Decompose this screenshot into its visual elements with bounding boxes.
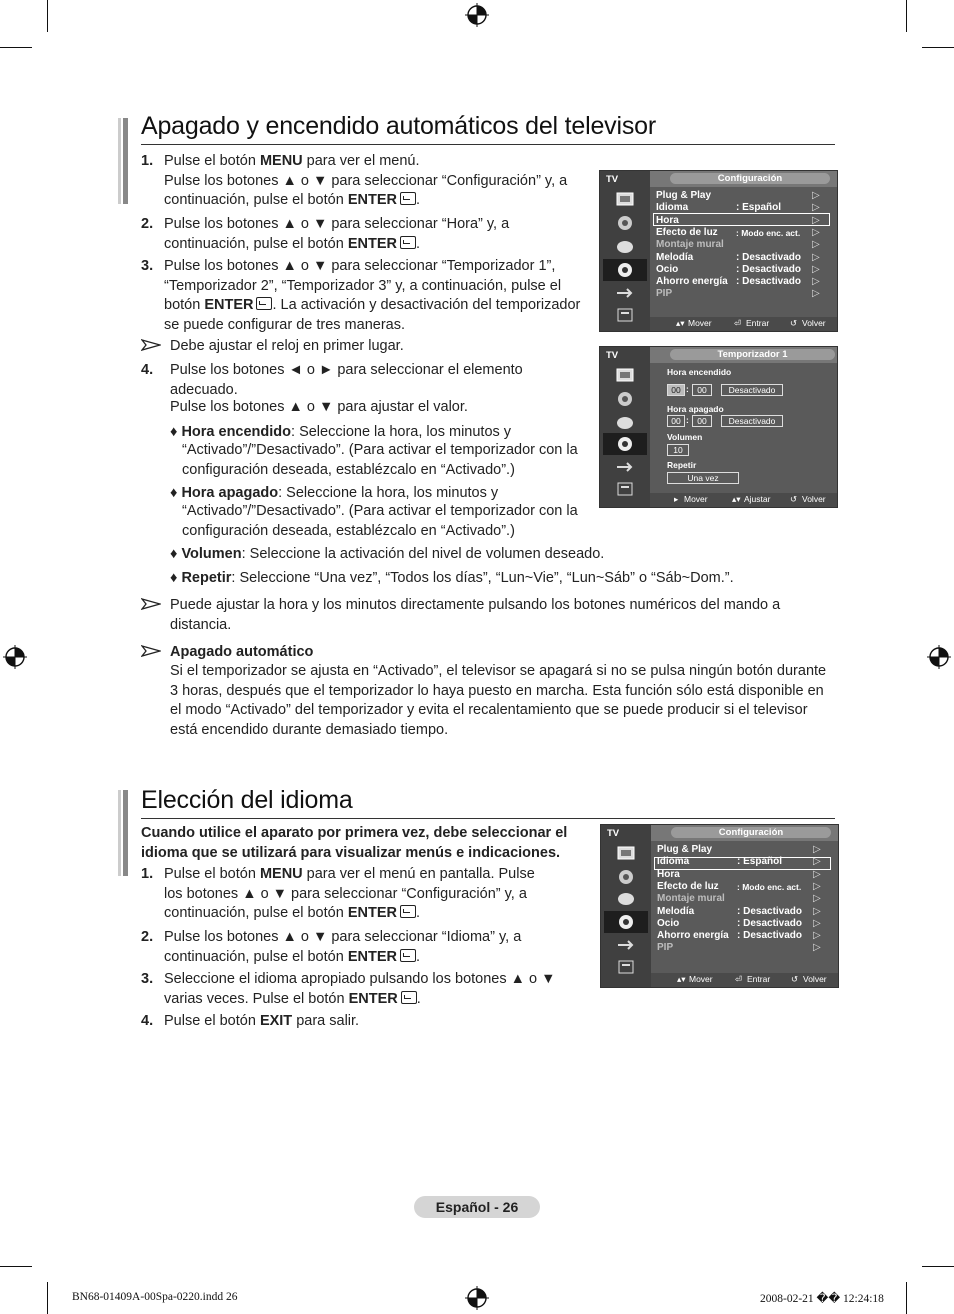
osd-tab-title: Configuración [671,827,831,838]
osd-item-value: : Desactivado [736,276,802,288]
enter-icon [256,297,272,310]
osd-item-label: PIP [657,942,674,954]
timer-off-hour[interactable]: 00 [667,415,685,427]
osd-menu-item[interactable] [657,893,832,905]
osd-menu-item[interactable] [656,264,831,276]
triangle-right-icon: ▷ [812,276,820,288]
intro-text: Cuando utilice el aparato por primera vez, debe seleccionar el idioma que se utilizará para visualizar menús e indicaciones. [141,825,568,861]
bullet-repetir: ♦ Repetir: Seleccione “Una vez”, “Todos los días”, “Lun~Vie”, “Lun~Sáb” o “Sáb~Dom.”. [170,570,734,586]
return-icon: ↺ [791,974,799,984]
osd-sidebar [600,171,650,331]
crop-mark [47,0,48,32]
osd-menu-item[interactable] [656,252,831,264]
step-text: Pulse los botones ▲ o ▼ para seleccionar “Hora” y, a continuación, pulse el botón ENTER . [164,216,510,252]
step-text: Pulse los botones ◄ o ► para seleccionar el elemento adecuado. [170,362,523,398]
section-rule [141,144,835,145]
move-icon: ▴▾ [677,974,686,984]
osd-menu-item[interactable] [657,906,832,918]
osd-tv-label: TV [607,828,620,839]
osd-item-value: : Desactivado [736,263,802,275]
step-number: 1. [141,153,154,169]
osd-item-label: Plug & Play [656,190,712,201]
osd-item-label: Ahorro energía [656,276,728,288]
osd-item-label: Ahorro energía [657,930,729,942]
triangle-right-icon: ▷ [812,263,820,275]
channel-icon [603,413,647,433]
enter-icon [400,236,416,249]
right-arrow-icon: ▸ [674,494,679,504]
osd-menu-item[interactable] [657,856,832,868]
step-text: Pulse el botón MENU para ver el menú en pantalla. Pulse los botones ▲ o ▼ para seleccionar “Configuración” y, a continuación, pulse el botón ENTER . [164,866,535,921]
osd-item-label: Hora [657,868,680,880]
osd-menu-item[interactable] [656,239,831,251]
triangle-right-icon: ▷ [812,190,820,201]
section-rule [141,818,835,819]
osd-menu-item[interactable] [657,844,832,856]
osd-tv-label: TV [606,350,619,361]
step-text: Pulse los botones ▲ o ▼ para seleccionar “Temporizador 1”, “Temporizador 2”, “Temporizador 3” y, a continuación, pulse el botón ENTER . La activación y desactivación del temporizador se puede configurar de tres maneras. [164,258,581,333]
osd-item-value: : Modo enc. act. [736,227,801,238]
osd-item-label: Idioma [656,202,689,214]
osd-menu-item[interactable] [656,190,831,202]
osd-item-label: Montaje mural [656,239,724,251]
registration-mark-icon [3,645,27,669]
enter-icon [400,949,416,962]
crop-mark [0,47,32,48]
osd-item-label: Ocio [656,263,679,275]
step-number: 3. [141,971,154,987]
step-number: 4. [141,362,154,378]
return-icon: ↺ [790,494,798,504]
triangle-right-icon: ▷ [813,930,821,942]
crop-mark [906,1282,907,1314]
osd-menu-item[interactable] [657,942,832,954]
picture-icon [604,843,648,863]
page-number-badge: Español - 26 [414,1196,540,1218]
osd-menu-item[interactable] [656,215,831,227]
osd-tab-title: Configuración [670,173,830,184]
sound-icon [604,867,648,887]
osd-item-value: : Español [737,856,783,868]
triangle-right-icon: ▷ [812,226,820,238]
crop-mark [47,1282,48,1314]
osd-menu-item[interactable] [656,288,831,300]
triangle-right-icon: ▷ [813,844,821,855]
osd-menu-item[interactable] [657,918,832,930]
note-arrow-icon [141,339,161,351]
crop-mark [922,1266,954,1267]
registration-mark-icon [465,3,489,27]
osd-item-label: PIP [656,288,673,300]
osd-item-label: Hora [656,214,679,226]
osd-item-label: Idioma [657,856,690,868]
step-text: Pulse el botón MENU para ver el menú. Pulse los botones ▲ o ▼ para seleccionar “Configuración” y, a continuación, pulse el botón ENTER . [164,153,568,208]
note-text: Debe ajustar el reloj en primer lugar. [170,338,404,354]
enter-icon: ⏎ [734,318,742,328]
step-text: Seleccione el idioma apropiado pulsando los botones ▲ o ▼ varias veces. Pulse el botón ENTER . [164,971,556,1007]
osd-menu-item[interactable] [657,930,832,942]
bullet-hora-encendido: ♦ Hora encendido: Seleccione la hora, los minutos y [170,424,512,440]
move-icon: ▴▾ [732,494,741,504]
application-icon [603,305,647,325]
osd-item-value: : Desactivado [736,251,802,263]
application-icon [604,957,648,977]
step-text: Pulse los botones ▲ o ▼ para seleccionar “Idioma” y, a continuación, pulse el botón ENTER . [164,929,522,965]
timer-volume-value[interactable]: 10 [667,444,689,456]
osd-tv-label: TV [606,174,619,185]
triangle-right-icon: ▷ [813,893,821,905]
registration-mark-icon [465,1286,489,1310]
enter-icon [401,991,417,1004]
triangle-right-icon: ▷ [812,214,820,226]
osd-menu-item[interactable] [656,276,831,288]
step-number: 4. [141,1013,154,1029]
section-title: Elección del idioma [141,786,353,814]
osd-item-value: : Español [736,202,782,214]
bullet-text: “Activado”/”Desactivado”. (Para activar el temporizador con la configuración deseada, establézcalo en “Activado”.) [182,503,578,539]
timer-off-label: Hora apagado [667,404,724,414]
step-text: Pulse el botón EXIT para salir. [164,1013,360,1029]
timer-off-state[interactable]: Desactivado [721,415,783,427]
setup-icon [603,259,647,281]
osd-footer: ▴▾ Mover ⏎ Entrar ↺ Volver [650,317,837,331]
note-arrow-icon [141,598,161,610]
move-icon: ▴▾ [676,318,685,328]
note-title: Apagado automático [170,644,314,660]
enter-icon: ⏎ [735,974,743,984]
triangle-right-icon: ▷ [813,905,821,917]
picture-icon [603,365,647,385]
triangle-right-icon: ▷ [812,251,820,263]
triangle-right-icon: ▷ [813,856,821,868]
bullet-volumen: ♦ Volumen: Seleccione la activación del nivel de volumen deseado. [170,546,605,562]
note-text: Si el temporizador se ajusta en “Activado”, el televisor se apagará si no se pulsa ningún botón durante 3 horas, después que el temporizador lo haya puesto en marcha. Esta función sólo está disponible en el modo “Activado” del temporizador y evita el recalentamiento que se puede producir si el televisor está encendido durante demasiado tiempo. [170,663,827,738]
osd-sidebar [601,825,651,987]
input-icon [603,283,647,303]
section-title: Apagado y encendido automáticos del televisor [141,112,656,140]
registration-mark-icon [927,645,951,669]
step-text: Pulse los botones ▲ o ▼ para ajustar el valor. [170,399,468,415]
timer-on-hour[interactable]: 00 [667,384,685,396]
timer-on-label: Hora encendido [667,367,732,377]
step-number: 3. [141,258,154,274]
osd-item-label: Montaje mural [657,893,725,905]
osd-footer: ▸ Mover ▴▾ Ajustar ↺ Volver [650,493,837,507]
osd-timer-menu: TV Temporizador 1 Hora encendido 00 : 00 Desactivado Hora apagado 00 : 00 Desactivado Volumen 10 Repetir Una vez ▸ Mover ▴▾ Ajustar ↺ Volver [599,346,838,508]
bullet-text: “Activado”/”Desactivado”. (Para activar el temporizador con la configuración deseada, establézcalo en “Activado”.) [182,442,578,478]
file-info: BN68-01409A-00Spa-0220.indd 26 [72,1291,238,1303]
step-number: 1. [141,866,154,882]
triangle-right-icon: ▷ [813,917,821,929]
note-text: Puede ajustar la hora y los minutos directamente pulsando los botones numéricos del mando a distancia. [170,597,781,633]
sound-icon [603,389,647,409]
osd-item-value: : Desactivado [737,905,803,917]
triangle-right-icon: ▷ [813,880,821,892]
osd-item-label: Plug & Play [657,844,713,855]
triangle-right-icon: ▷ [813,868,821,880]
triangle-right-icon: ▷ [812,288,820,300]
timer-on-state[interactable]: Desactivado [721,384,783,396]
enter-icon [400,192,416,205]
input-icon [604,935,648,955]
osd-config-menu [599,170,838,332]
note-arrow-icon [141,645,161,657]
channel-icon [604,889,648,909]
osd-tab-title: Temporizador 1 [670,349,835,360]
channel-icon [603,237,647,257]
osd-item-value: : Desactivado [737,930,803,942]
osd-menu-item[interactable] [656,227,831,239]
enter-icon [400,905,416,918]
triangle-right-icon: ▷ [812,202,820,214]
osd-menu-item[interactable] [657,881,832,893]
setup-icon [604,911,648,933]
application-icon [603,479,647,499]
osd-item-label: Efecto de luz [656,226,718,238]
input-icon [603,457,647,477]
timer-repeat-label: Repetir [667,460,697,470]
crop-mark [0,1266,32,1267]
timer-repeat-value[interactable]: Una vez [667,472,739,484]
crop-mark [922,47,954,48]
osd-item-value: : Desactivado [737,917,803,929]
sound-icon [603,213,647,233]
timer-off-minute[interactable]: 00 [692,415,712,427]
crop-mark [906,0,907,32]
bullet-hora-apagado: ♦ Hora apagado: Seleccione la hora, los minutos y [170,485,499,501]
picture-icon [603,189,647,209]
timer-on-minute[interactable]: 00 [692,384,712,396]
timer-volume-label: Volumen [667,432,703,442]
osd-sidebar [600,347,650,507]
osd-footer: ▴▾ Mover ⏎ Entrar ↺ Volver [651,973,838,987]
return-icon: ↺ [790,318,798,328]
print-date: 2008-02-21 �� 12:24:18 [760,1293,884,1305]
osd-item-value: : Modo enc. act. [737,881,802,892]
osd-config-menu-language [600,824,839,988]
section-bar [118,790,128,876]
step-number: 2. [141,216,154,232]
triangle-right-icon: ▷ [812,239,820,251]
osd-item-label: Ocio [657,917,680,929]
step-number: 2. [141,929,154,945]
osd-item-label: Melodía [656,251,694,263]
setup-icon [603,433,647,455]
section-bar [118,118,128,204]
osd-menu-item[interactable] [657,869,832,881]
osd-item-label: Efecto de luz [657,880,719,892]
triangle-right-icon: ▷ [813,942,821,954]
osd-item-label: Melodía [657,905,695,917]
osd-menu-item[interactable] [656,202,831,214]
